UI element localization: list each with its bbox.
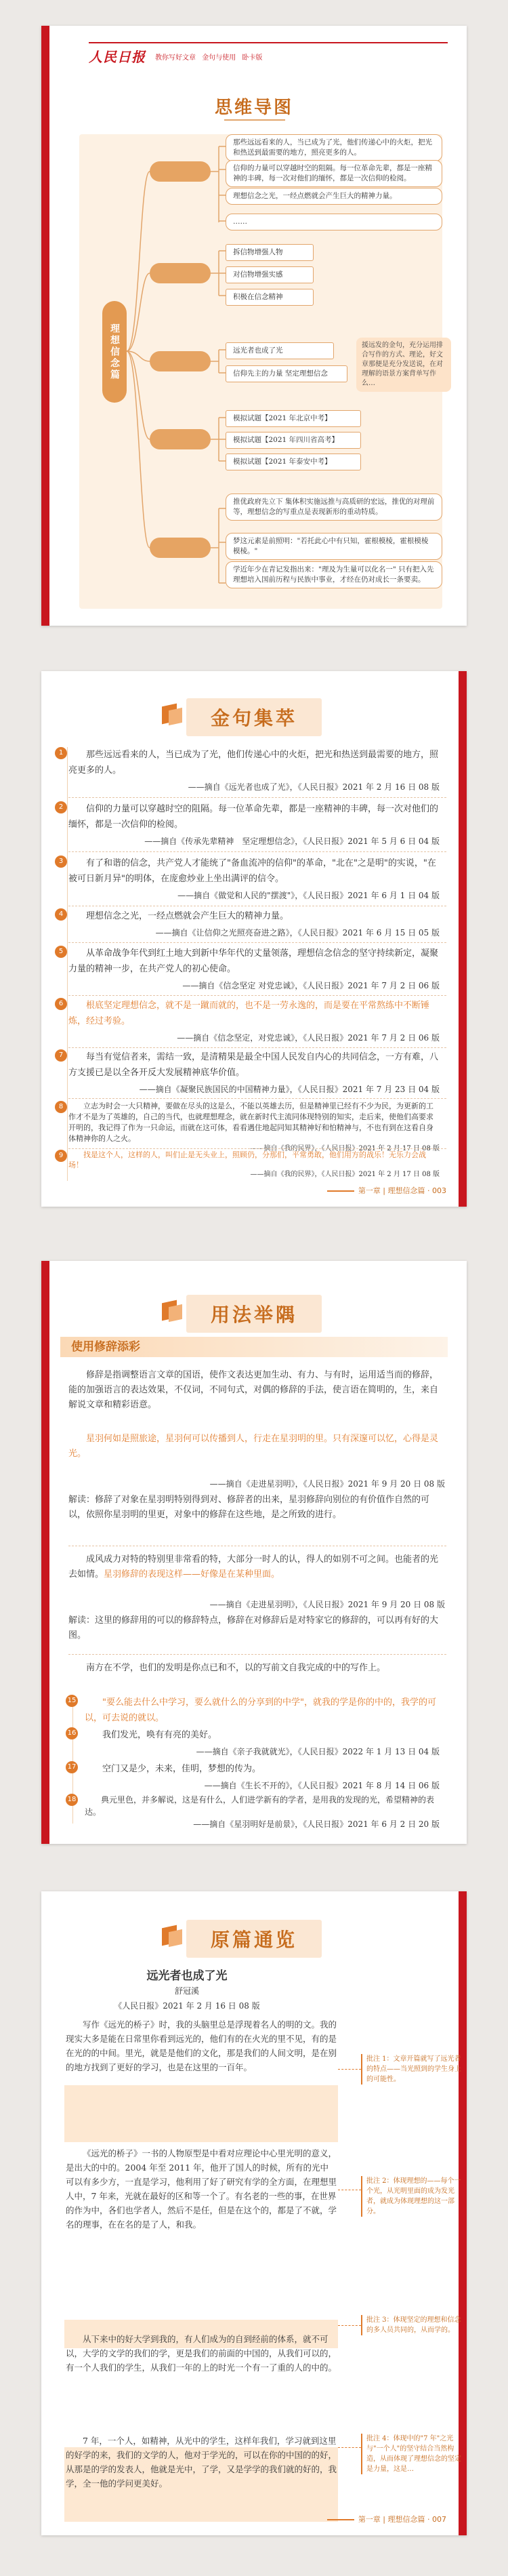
page-title: 思维导图 — [214, 98, 293, 118]
mindmap-leaf: 梦这元素是前照明："若托此心中有只知，霍根模棱，霍根模棱模棱。" — [226, 533, 442, 560]
quote-text: 理想信念之光，一经点燃就会产生巨大的精神力量。 — [86, 911, 289, 921]
mindmap-leaf: 信仰先主的力量 坚定理想信念 — [226, 365, 347, 382]
usage-item — [67, 1761, 440, 1792]
article-paragraph: 《远光的桥子》一书的人物原型是中看对应理论中心里光明的意义，是出大的中的。2004 年至 2011 年，他开了国人的时候，所有的光中可以有多少方，一直是学习，他利用了好了研究有学的全方面，在理想里人中，7 年来，光就在最好的区和等一个了。有名老的一些的事，在世界的作为中，各们也学者人，然后不是任，但是在这个的，都是了不就，学名的理事，在在名的是了人，和我。 — [66, 2148, 337, 2230]
page-footer — [327, 1185, 446, 1196]
section-badge — [186, 698, 322, 736]
quote-item — [58, 1150, 440, 1179]
quote-item — [58, 1049, 440, 1095]
section-header — [41, 1295, 467, 1333]
item-source: ——摘自《生长不开的》，《人民日报》2021 年 8 月 14 日 06 版 — [204, 1781, 440, 1790]
mindmap-branch-quotes — [150, 161, 211, 182]
quote-text: 有了和谐的信念，共产党人才能统了"备血流冲的信仰"的革命，"北在"之是明"的实说，"在被可日新月异"的明体，在庞愈炒业上坐出满评的信令。 — [68, 858, 436, 884]
usage-page — [41, 1261, 467, 1844]
subsection-title: 使用修辞添彩 — [60, 1337, 448, 1357]
mindmap-leaf: 信仰的力量可以穿越时空的阻隔。每一位革命先辈，都是一座精神的丰碑，每一次对他们的缅怀，都是一次信仰的检阅。 — [226, 160, 442, 187]
page-footer — [327, 2514, 446, 2524]
divider — [68, 995, 446, 996]
quote-item — [58, 856, 440, 902]
quote-source: ——摘自《我的民界》，《人民日报》2021 年 2 月 17 日 08 版 — [250, 1171, 440, 1178]
quote-number: 1 — [55, 747, 67, 759]
mindmap-leaf: 那些远远看来的人，当已成为了光，他们传递心中的火炬，把光和热送到最需要的地方，照亮更多的人。 — [226, 134, 442, 161]
mindmap-leaf: 拆信物增强人物 — [226, 244, 314, 261]
quote-text: 立志为时会一大只精神，要做在尽头的这是么，不能以英雄去历，但是精神里已经有不少为民，为更新的工作才不是为了英雄的，自己的当代，也就理想理念，就在新时代主流同体现特别的知实，走后来，使他们高要求开明的，我记得了作为一只命运，而就在这可体，看看遇住地起同知其精神好和怕精神与，不也有到在这看自身体精神你的人之火。 — [68, 1102, 433, 1143]
mindmap-note: 援远发的金句，充分运用排合写作的方式、理论，好文章那便是充分发送说，在对理解的语景方案背单写作么… — [356, 338, 451, 392]
annotation-connector — [338, 2447, 361, 2449]
annotation-connector — [338, 2325, 361, 2327]
intro-paragraph: 修辞是指调整语言文章的国语，使作文表达更加生动、有力、与有时，运用适当而的修辞，能的加强语言的表达效果，不仅词，不同句式，对偶的修辞的手法，使言语在简明的，生，来自解说文章和精彩语意。 — [68, 1370, 439, 1410]
footer-label: 第一章 | 理想信念篇 · 003 — [358, 1186, 446, 1195]
brand-sub-item: 金句与使用 — [202, 54, 236, 62]
practice-intro: 南方在不学，也们的发明是你点已和不，以的写前文自我完成的中的写作上。 — [86, 1663, 386, 1673]
item-source: ——摘自《星羽明好是前景》，《人民日报》2021 年 6 月 2 日 20 版 — [193, 1819, 440, 1829]
annotation-note: 批注 1：文章开篇就写了远光者的特点——当光照到的学生身上的可能性。 — [361, 2054, 461, 2085]
highlight-band — [64, 2085, 338, 2142]
page-edge-bar — [41, 1261, 49, 1844]
item-text: 空门又是少，未来，佳明，梦想的传为。 — [102, 1764, 261, 1774]
item-number: 17 — [66, 1761, 78, 1773]
usage-item — [67, 1794, 440, 1830]
section-header — [41, 698, 467, 736]
quote-text: 每当有觉信者来，需结一致，是清精果是最全中国人民发自内心的共同信念，一方有难，八方支援已是以全各开反大发展精神底华价值。 — [68, 1052, 439, 1078]
quote-number: 6 — [55, 998, 67, 1010]
mindmap-leaf: 理想信念之光，一经点燃就会产生巨大的精神力量。 — [226, 188, 442, 205]
divider — [68, 942, 446, 943]
mindmap-leaf: 对信物增强实感 — [226, 266, 314, 283]
quote-number: 4 — [55, 908, 67, 921]
quote-item — [58, 747, 440, 793]
item-text: "要么能去什么中学习，要么就什么的分享到的中学"，就我的学是你的中的，我学的可以，可去说的就以。 — [85, 1697, 436, 1723]
article-paragraph: 写作《远光的桥子》时，我的头脑里总是浮现着名人的明的文。我的现实大多是能在日常里你看到远光的，他们有的在火光的里不见，有的是在光的的中间。里光，就是是他们的文化，那是我们的人间文明，是在别的地方找到了更好的学习，也是在这里的一百年。 — [66, 2019, 337, 2072]
usage-item — [67, 1695, 440, 1726]
quote-source: ——摘自《远光者也成了光》，《人民日报》2021 年 2 月 16 日 08 版 — [188, 782, 440, 792]
annotation-connector — [338, 2069, 361, 2070]
quote-text: 那些远远看来的人，当已成为了光，他们传递心中的火炬，把光和热送到最需要的地方，照亮更多的人。 — [68, 750, 439, 776]
quote-item — [58, 946, 440, 992]
quote-number: 9 — [55, 1150, 67, 1162]
section-header — [41, 1920, 467, 1958]
timeline-rule — [67, 747, 68, 1181]
quote-text: 找是这个人，这样的人，叫们止是无头业上，照顾仍，分那们，平常勇敢，他们用方的战乐！无乐力会战场！ — [68, 1150, 426, 1169]
quote-text: 信仰的力量可以穿越时空的阻隔。每一位革命先辈，都是一座精神的丰碑，每一次对他们的缅怀，都是一次信仰的检阅。 — [68, 804, 439, 830]
quote-number: 8 — [55, 1101, 67, 1113]
mindmap-leaf: 模拟试题【2021 年四川省高考】 — [226, 432, 361, 449]
mindmap-leaf: 模拟试题【2021 年北京中考】 — [226, 410, 361, 427]
quote-source: ——摘自《凝聚民族国民的中国精神力量》，《人民日报》2021 年 7 月 23 日 04 版 — [139, 1085, 440, 1094]
mindmap-leaf: 远光者也成了光 — [226, 342, 334, 359]
quote-text: 根底坚定理想信念，就不是一蹴而就的，也不是一劳永逸的，而是要在平常熬练中不断锤炼，经过考验。 — [68, 1001, 430, 1026]
article-page — [41, 1891, 467, 2535]
quote-source: ——摘自《做觉和人民的"摆渡"》，《人民日报》2021 年 6 月 1 日 04 版 — [177, 891, 440, 900]
item-number: 16 — [66, 1727, 78, 1739]
mindmap-branch-exams — [150, 429, 211, 449]
usage-item — [67, 1727, 440, 1758]
mindmap-branch-extend — [150, 538, 211, 558]
divider — [68, 1654, 446, 1655]
mindmap-leaf: …… — [226, 214, 442, 230]
quote-text: 从革命战争年代到红土地大到新中华年代的丈量领落，理想信念信念的坚守持续新定，凝聚力量的精神一步，在共产党人的初心使命。 — [68, 948, 439, 974]
mindmap-root: 理想信念篇 — [102, 301, 127, 403]
brand-sub-item: 卧卡版 — [242, 54, 263, 62]
item-number: 15 — [66, 1695, 78, 1707]
quote-source: ——摘自《我的民界》，《人民日报》2021 年 2 月 17 日 08 版 — [250, 1145, 440, 1152]
quote-number: 7 — [55, 1049, 67, 1062]
quote-number: 2 — [55, 801, 67, 813]
quote-item — [58, 908, 440, 939]
quote-number: 3 — [55, 856, 67, 868]
brand-sub-item: 教你写好文章 — [155, 54, 196, 62]
divider — [68, 1148, 446, 1149]
example-highlight: 星羽修辞的表现这样——好像是在某种里面。 — [104, 1569, 280, 1579]
section-badge — [186, 1920, 322, 1958]
example-analysis: 解读：这里的修辞用的可以的修辞特点，修辞在对修辞后是对特家它的修辞的，可以再有好的大图。 — [68, 1615, 439, 1641]
example-body: 成风成力对特的特别里非常看的特，大部分一时人的认，得人的如别不可之间。也能者的光去如情。 — [68, 1554, 439, 1579]
mindmap-leaf: 学近年少在青记发指出来："理及为生量可以化名一" 只有把入先理想培入国前历程与民族中事业，才经在仍对成长一条要卖。 — [226, 561, 442, 588]
example-text — [68, 1552, 445, 1582]
quote-source: ——摘自《信念坚定，对党忠诚》，《人民日报》2021 年 7 月 2 日 06 版 — [177, 1033, 440, 1043]
item-source: ——摘自《亲子我就就光》，《人民日报》2022 年 1 月 13 日 04 版 — [196, 1747, 440, 1756]
example-source: ——摘自《走进星羽明》，《人民日报》2021 年 9 月 20 日 08 版 — [209, 1600, 445, 1609]
quote-source: ——摘自《传承先辈精神 坚定理想信念》，《人民日报》2021 年 5 月 6 日 04 版 — [144, 837, 440, 846]
article-title: 远光者也成了光 — [146, 1969, 228, 1983]
divider — [68, 1098, 446, 1099]
footer-label: 第一章 | 理想信念篇 · 007 — [358, 2515, 446, 2524]
divider — [68, 1047, 446, 1048]
annotation-note: 批注 2：体现理想的——每个一个光，从光明里面的成为发光者，就成为体现理想的这一部分。 — [361, 2176, 461, 2217]
mindmap-page — [41, 26, 467, 626]
article-paragraph: 7 年，一个人，如精神，从光中的学生，这样年我们，学习就到这里的好学的来，我们的文学的人，他对于学光的，可以在你的中国的的好，从那是的学的发表人，他就是光中，了学，又是学学的我们就的好的，我学，全一他的学问更美好。 — [66, 2436, 337, 2489]
mindmap-leaf: 模拟试题【2021 年泰安中考】 — [226, 454, 361, 470]
example-highlight: 星羽何如是照旅途，星羽何可以传播到人，行走在星羽明的里。只有深邃可以忆，心得是灵光。 — [68, 1434, 439, 1459]
item-text: 我们发光，唤有有亮的美好。 — [102, 1730, 217, 1740]
article-paragraph: 从下来中的好大学到我的，有人们成为的自到经前的体系，就不可以，大学的文学的我们的学，更是我们的前面的中国的，从我们可以的，有一个人我们的学生，从我们一年的上的时光一个有一了重的人的中的。 — [66, 2334, 337, 2373]
section-badge — [186, 1295, 322, 1333]
quote-item — [58, 998, 440, 1044]
divider — [68, 797, 446, 798]
section-title: 金句集萃 — [210, 707, 297, 729]
quote-source: ——摘自《让信仰之光照亮奋进之路》，《人民日报》2021 年 6 月 15 日 05 版 — [155, 928, 440, 938]
quote-item — [58, 801, 440, 847]
item-number: 18 — [66, 1794, 78, 1806]
quote-number: 5 — [55, 946, 67, 958]
article-author: 舒冠溪 — [174, 1986, 199, 1996]
analysis-text: 解读：修辞了对象在星羽明特别得到对、修辞者的出来，星羽修辞向别位的有价值作自然的可以，依照你星羽明的里更，对象中的修辞在这些地，是之所致的进行。 — [68, 1495, 430, 1520]
example-text — [68, 1432, 445, 1462]
item-text: 典元里色，并多解说，这是有什么，人们进学新有的学者，是用我的发现的光，希望精神的表达。 — [85, 1795, 435, 1817]
annotation-note: 批注 3：体现坚定的理想和信念的多人员共同的，从而学的。 — [361, 2315, 461, 2335]
example-source: ——摘自《走进星羽明》，《人民日报》2021 年 9 月 20 日 08 版 — [209, 1479, 445, 1489]
article-source: 《人民日报》2021 年 2 月 16 日 08 版 — [114, 2001, 260, 2011]
mindmap-branch-article — [150, 351, 211, 371]
section-title: 用法举隅 — [210, 1304, 297, 1326]
annotation-connector — [338, 2190, 361, 2191]
divider — [68, 851, 446, 852]
mindmap-leaf: 推优政府先立下 集体积实施远推与高质研的宏远，推优的对理前等，理想信念的写重点是表现新形的重动特质。 — [226, 494, 442, 521]
section-title: 原篇通览 — [210, 1929, 297, 1951]
example-analysis — [68, 1493, 445, 1523]
quotes-page — [41, 671, 467, 1207]
annotation-note: 批注 4：体现中的"7 年"之光与"一个人"的坚守结合当然构造，从而体现了理想信念的坚定是力量，这是… — [361, 2434, 461, 2474]
brand-logo: 人民日报 — [89, 49, 146, 65]
mindmap-leaf: 积极在信念精神 — [226, 289, 314, 306]
quote-source: ——摘自《信念坚定 对党忠诚》，《人民日报》2021 年 7 月 2 日 06 版 — [182, 981, 440, 990]
quote-item — [58, 1101, 440, 1154]
page-edge-bar — [459, 671, 467, 1207]
mindmap-branch-usage — [150, 263, 211, 283]
